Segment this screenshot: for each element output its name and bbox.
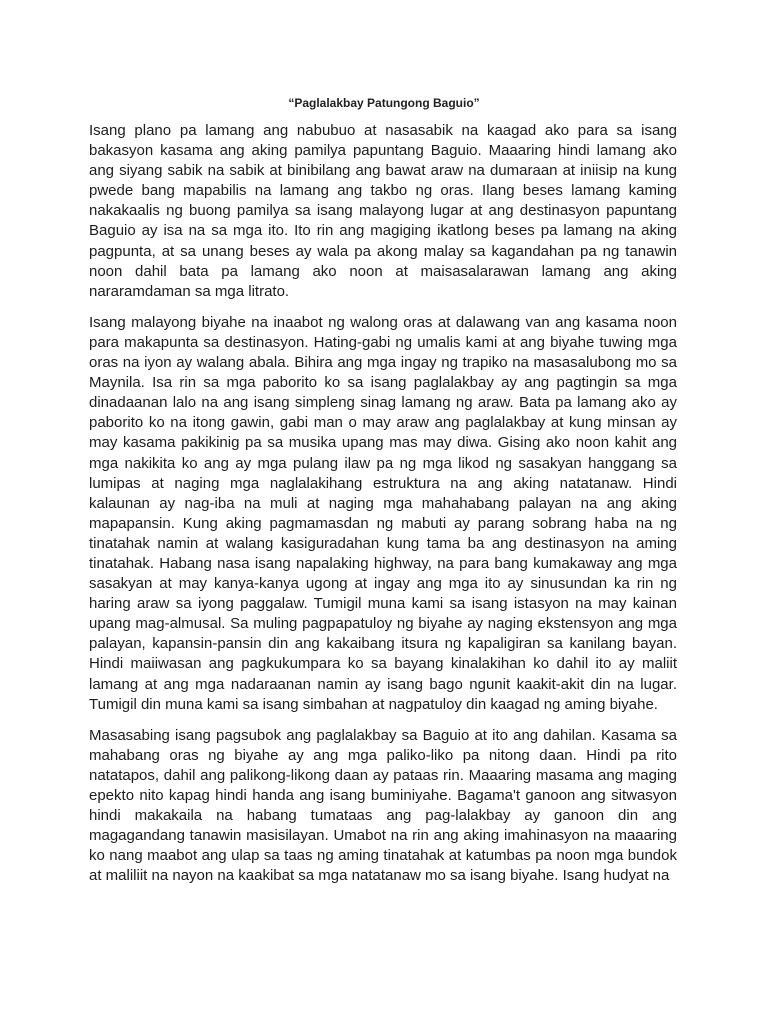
document-title: “Paglalakbay Patungong Baguio”: [288, 96, 480, 110]
paragraph-3: Masasabing isang pagsubok ang paglalakbay sa Baguio at ito ang dahilan. Kasama sa mahabang oras ng biyahe ay ang mga paliko-liko pa nitong daan. Hindi pa rito natatapos, dahil ang palikong-likong daan ay pataas rin. Maaaring masama ang maging epekto nito kapag hindi handa ang isang buminiyahe. Bagama't ganoon ang sitwasyon hindi makakaila na habang tumataas ang pag-lalakbay ay ganoon din ang magagandang tanawin masisilayan. Umabot na rin ang aking imahinasyon na maaaring ko nang maabot ang ulap sa taas ng aming tinatahak at katumbas pa noon mga bundok at maliliit na nayon na kaakibat sa mga natatanaw mo sa isang biyahe. Isang hudyat na: [89, 726, 677, 885]
paragraph-2: Isang malayong biyahe na inaabot ng walong oras at dalawang van ang kasama noon para makapunta sa destinasyon. Hating-gabi ng umalis kami at ang biyahe tuwing mga oras na iyon ay walang abala. Bihira ang mga ingay ng trapiko na masasalubong mo sa Maynila. Isa rin sa mga paborito ko sa isang paglalakbay ay ang pagtingin sa mga dinadaanan lalo na ang isang simpleng sinag lamang ng araw. Bata pa lamang ako ay paborito ko na itong gawin, gabi man o may araw ang paglalakbay at kung minsan ay may kasama pakikinig pa sa musika upang mas may diwa. Gising ako noon kahit ang mga nakikita ko ang ay mga pulang ilaw pa ng mga likod ng sasakyan hanggang sa lumipas at naging mga naglalakihang estruktura na ang aking natatanaw. Hindi kalaunan ay nag-iba na muli at naging mga mahahabang palayan na ang aking mapapansin. Kung aking pagmamasdan ng mabuti ay parang sobrang haba na ng tinatahak namin at walang kasiguradahan kung tama ba ang destinasyon na aming tinatahak. Habang nasa isang napalaking highway, na para bang kumakaway ang mga sasakyan at may kanya-kanya ugong at ingay ang mga ito ay sinusundan ka rin ng haring araw sa iyong paggalaw. Tumigil muna kami sa isang istasyon na may kainan upang mag-almusal. Sa muling pagpapatuloy ng biyahe ay naging ekstensyon ang mga palayan, kapansin-pansin din ang kakaibang itsura ng kapaligiran sa kanilang bayan. Hindi maiiwasan ang pagkukumpara ko sa bayang kinalakihan ko dahil ito ay maliit lamang at ang mga nadaraanan namin ay isang bago ngunit kaakit-akit din na lugar. Tumigil din muna kami sa isang simbahan at nagpatuloy din kaagad ng aming biyahe.: [89, 313, 677, 713]
paragraph-1: Isang plano pa lamang ang nabubuo at nasasabik na kaagad ako para sa isang bakasyon kasama ang aking pamilya papuntang Baguio. Maaaring hindi lamang ako ang siyang sabik na sabik at binibilang ang bawat araw na dumaraan at iniisip na kung pwede bang mapabilis na lamang ang takbo ng oras. Ilang beses lamang kaming nakakaalis ng buong pamilya sa isang malayong lugar at ang destinasyon papuntang Baguio ay isa na sa mga ito. Ito rin ang magiging ikatlong beses pa lamang na aking pagpunta, at sa unang beses ay wala pa akong malay sa kagandahan pa ng tanawin noon dahil bata pa lamang ako noon at maisasalarawan lamang ang aking nararamdaman sa mga litrato.: [89, 122, 677, 300]
document-body: [89, 121, 677, 897]
